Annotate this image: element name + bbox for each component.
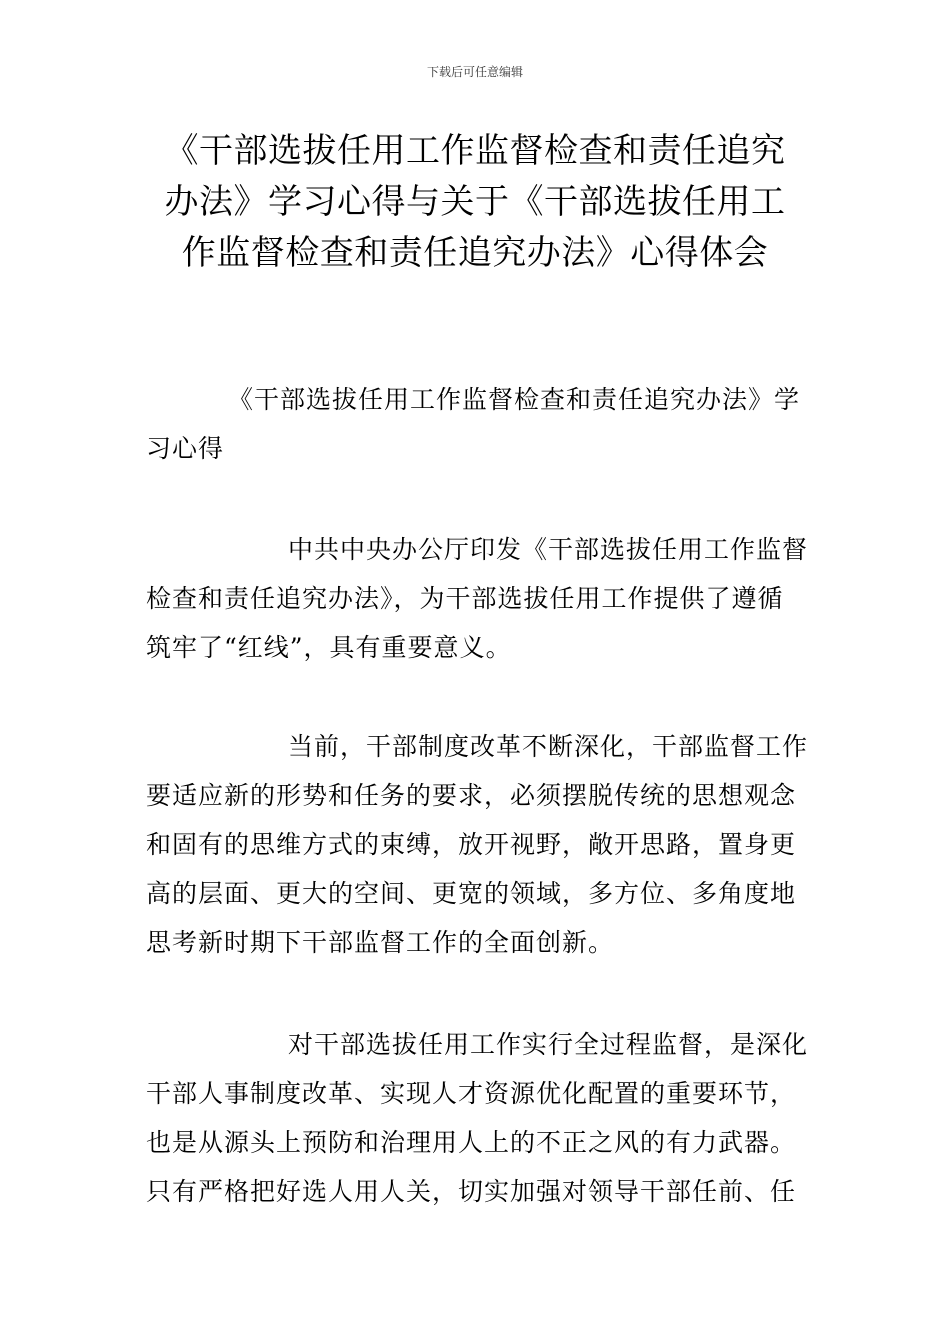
paragraph-line: 也是从源头上预防和治理用人上的不正之风的有力武器。 [146, 1128, 797, 1157]
paragraph-line: 高的层面、更大的空间、更宽的领域，多方位、多角度地 [146, 879, 797, 908]
paragraph-line: 筑牢了“红线”，具有重要意义。 [146, 633, 512, 662]
paragraph-line: 干部人事制度改革、实现人才资源优化配置的重要环节， [146, 1079, 797, 1108]
paragraph-line: 只有严格把好选人用人关，切实加强对领导干部任前、任 [146, 1177, 797, 1206]
paragraph-line: 《干部选拔任用工作监督检查和责任追究办法》学 [228, 385, 801, 414]
title-line: 作监督检查和责任追究办法》心得体会 [181, 233, 769, 273]
paragraph-line: 要适应新的形势和任务的要求，必须摆脱传统的思想观念 [146, 781, 797, 810]
paragraph-line: 习心得 [146, 434, 225, 463]
paragraph [146, 525, 808, 672]
paragraph-line: 检查和责任追究办法》，为干部选拔任用工作提供了遵循 [146, 584, 784, 613]
title-line: 办法》学习心得与关于《干部选拔任用工 [164, 182, 786, 222]
paragraph-line: 思考新时期下干部监督工作的全面创新。 [146, 928, 615, 957]
paragraph-line: 对干部选拔任用工作实行全过程监督，是深化 [288, 1030, 809, 1059]
paragraph [146, 722, 808, 967]
document-title [140, 126, 810, 279]
paragraph-line: 中共中央办公厅印发《干部选拔任用工作监督 [288, 535, 809, 564]
paragraph-line: 当前，干部制度改革不断深化，干部监督工作 [288, 732, 809, 761]
paragraph-line: 和固有的思维方式的束缚，放开视野，敞开思路，置身更 [146, 830, 797, 859]
paragraph [146, 1020, 808, 1216]
header-note: 下载后可任意编辑 [426, 65, 523, 79]
paragraph-subtitle [146, 375, 808, 473]
title-line: 《干部选拔任用工作监督检查和责任追究 [164, 131, 786, 171]
